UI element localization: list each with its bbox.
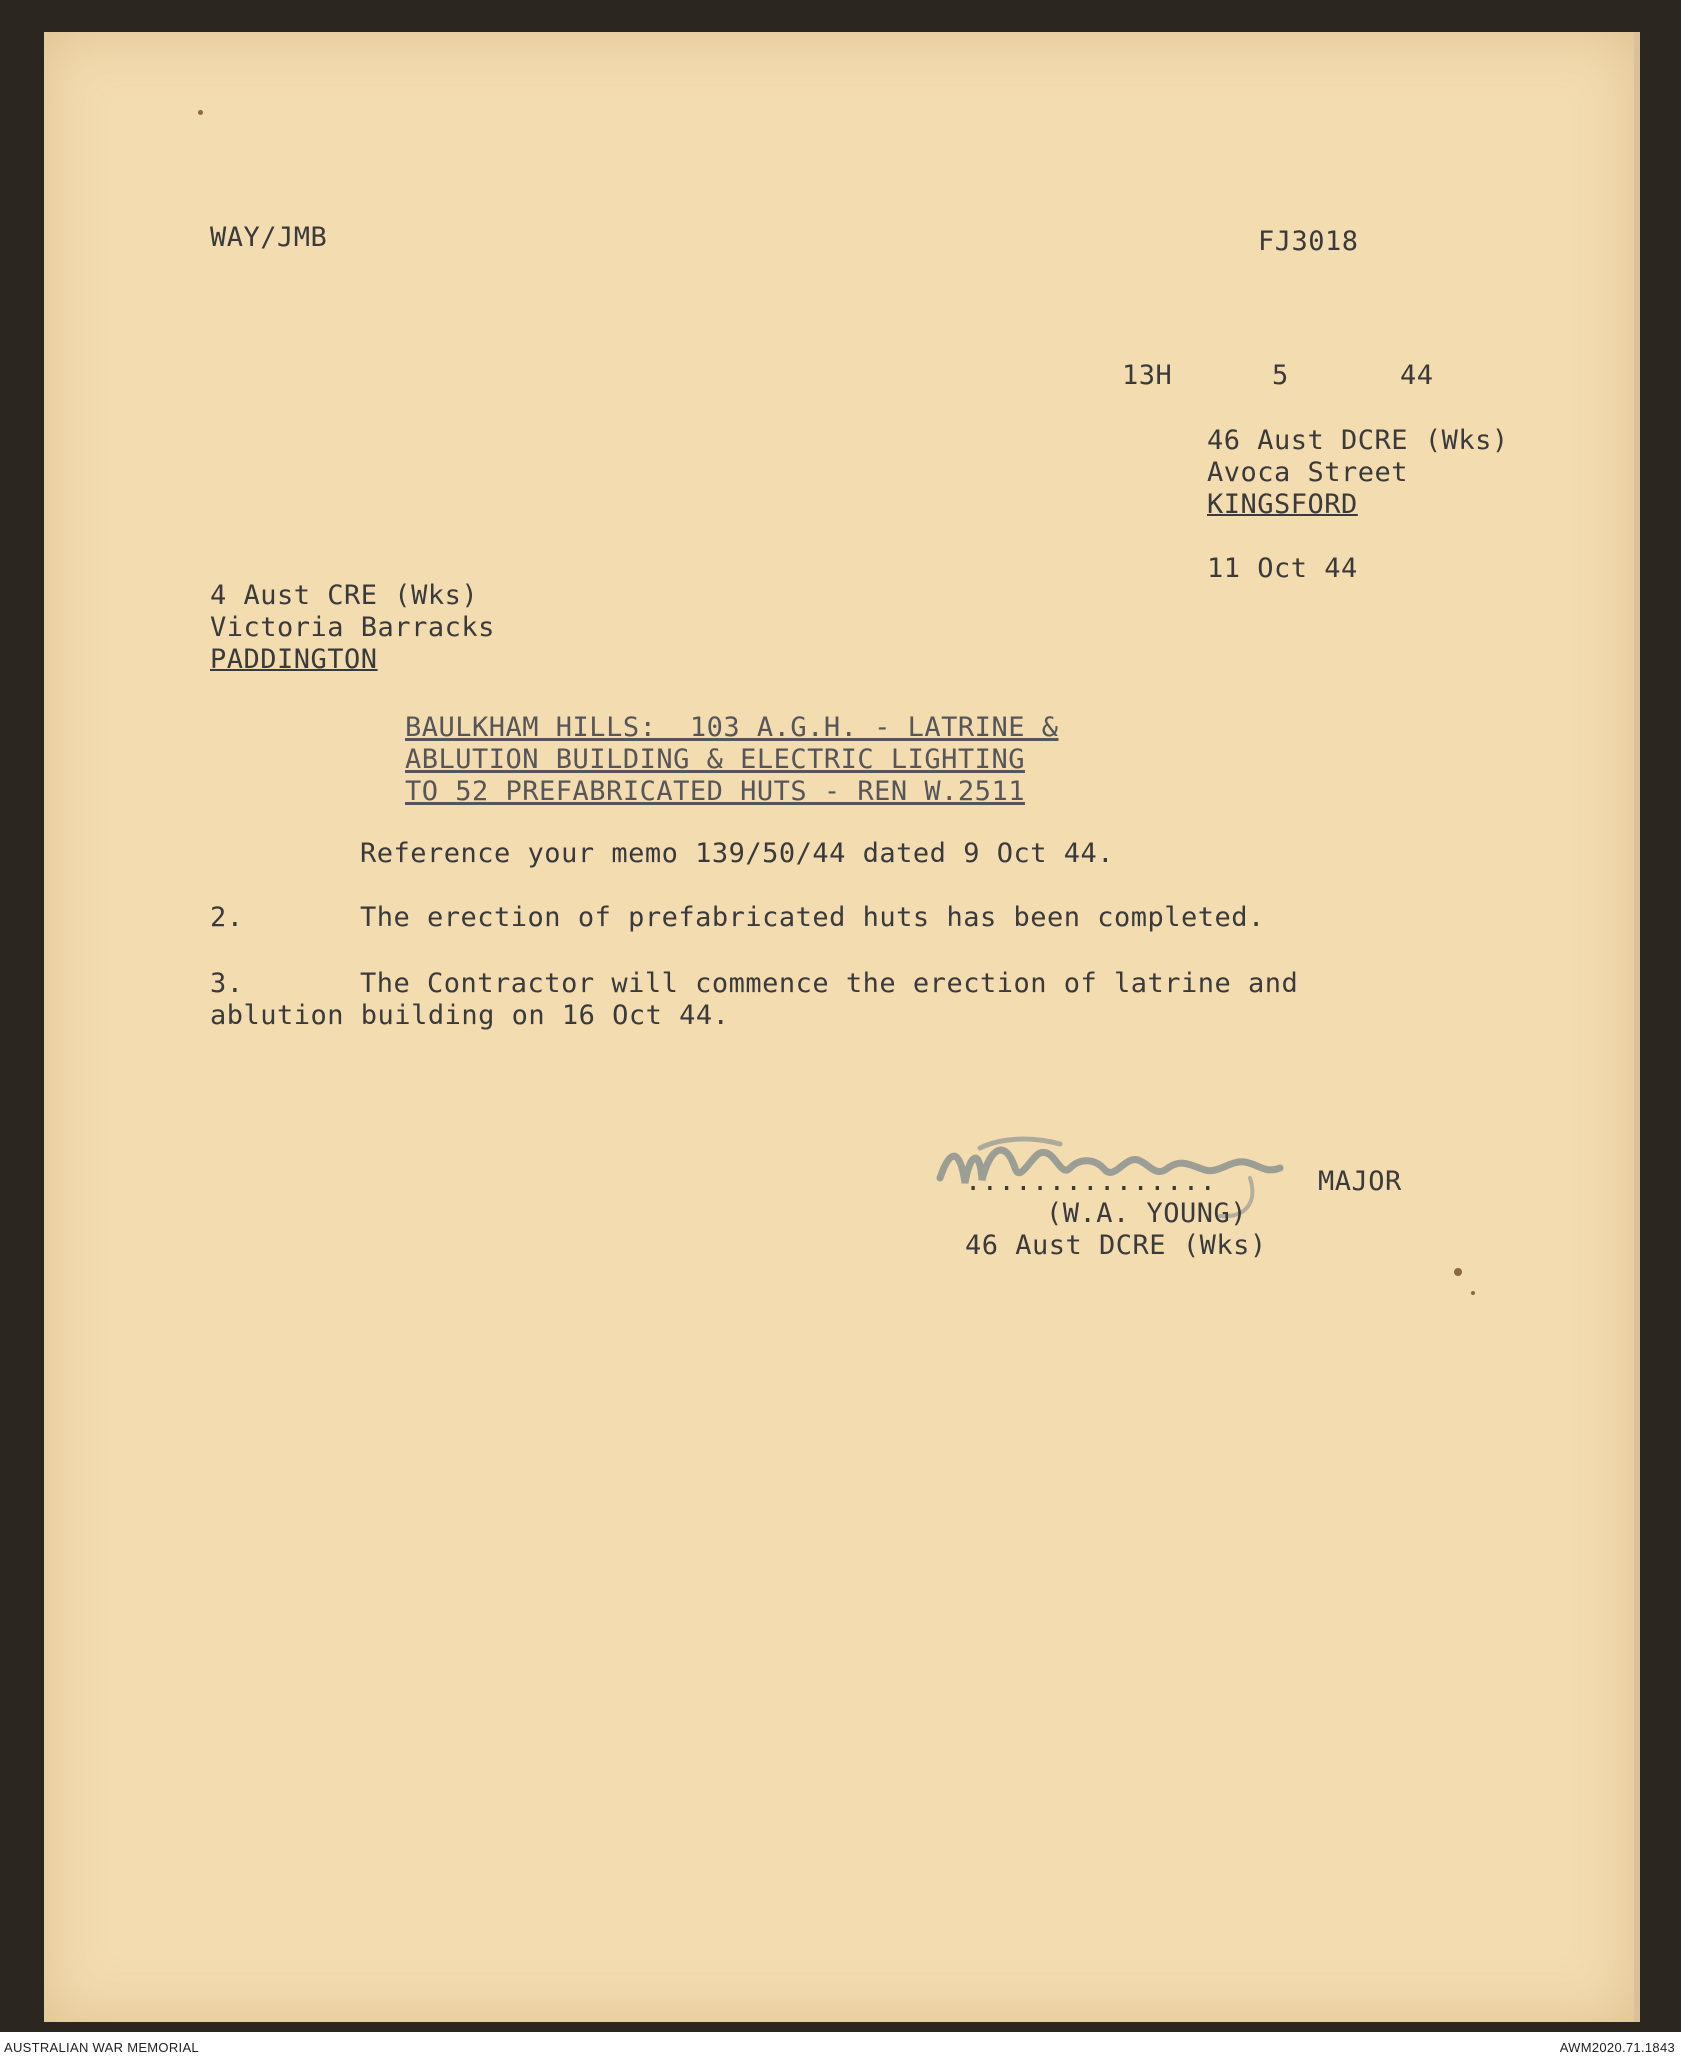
footer-accession-number: AWM2020.71.1843 bbox=[1559, 2040, 1675, 2055]
letter-date: 11 Oct 44 bbox=[1207, 553, 1358, 584]
paragraph-3-continuation: ablution building on 16 Oct 44. bbox=[210, 1000, 730, 1031]
sender-unit: 46 Aust DCRE (Wks) bbox=[1207, 425, 1509, 456]
paragraph-2-number: 2. bbox=[210, 902, 244, 933]
stain-mark bbox=[198, 110, 203, 115]
recipient-street: Victoria Barracks bbox=[210, 612, 495, 643]
recipient-unit: 4 Aust CRE (Wks) bbox=[210, 580, 479, 611]
paragraph-3-number: 3. bbox=[210, 968, 244, 999]
stain-mark bbox=[1471, 1291, 1475, 1295]
signature-rank: MAJOR bbox=[1318, 1166, 1402, 1197]
recipient-town: PADDINGTON bbox=[210, 644, 378, 675]
signature-name: (W.A. YOUNG) bbox=[1046, 1198, 1248, 1229]
signature-unit: 46 Aust DCRE (Wks) bbox=[965, 1230, 1267, 1261]
file-number: FJ3018 bbox=[1258, 226, 1359, 257]
paragraph-2: The erection of prefabricated huts has been completed. bbox=[360, 902, 1265, 933]
signature-dots: ............... bbox=[965, 1166, 1217, 1197]
marginal-date-month: 5 bbox=[1272, 360, 1289, 391]
marginal-date-day: 13H bbox=[1122, 360, 1173, 391]
sender-street: Avoca Street bbox=[1207, 457, 1409, 488]
marginal-date-year: 44 bbox=[1400, 360, 1434, 391]
paragraph-3: The Contractor will commence the erection of latrine and bbox=[360, 968, 1299, 999]
paragraph-1: Reference your memo 139/50/44 dated 9 Oct 44. bbox=[360, 838, 1114, 869]
footer-institution: AUSTRALIAN WAR MEMORIAL bbox=[4, 2040, 199, 2055]
sender-town: KINGSFORD bbox=[1207, 489, 1358, 520]
page-edge bbox=[1634, 32, 1640, 2022]
subject-line-1: BAULKHAM HILLS: 103 A.G.H. - LATRINE & bbox=[405, 712, 1059, 743]
subject-line-3: TO 52 PREFABRICATED HUTS - REN W.2511 bbox=[405, 776, 1025, 807]
subject-line-2: ABLUTION BUILDING & ELECTRIC LIGHTING bbox=[405, 744, 1025, 775]
reference-code: WAY/JMB bbox=[210, 222, 328, 253]
stain-mark bbox=[1454, 1268, 1462, 1276]
